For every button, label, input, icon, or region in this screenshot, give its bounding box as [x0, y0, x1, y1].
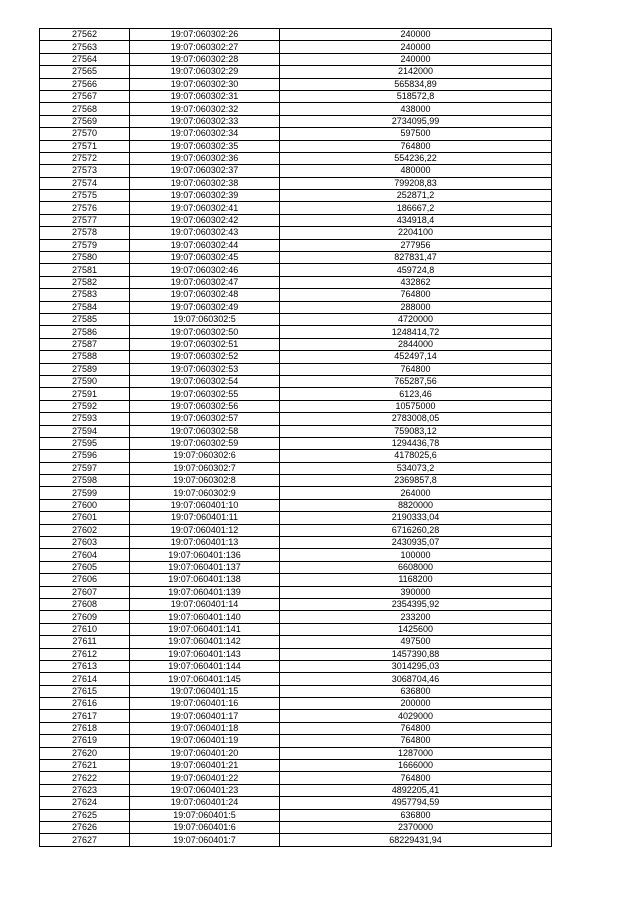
table-row [40, 685, 552, 697]
table-row [40, 41, 552, 53]
value-cell: 554236,22 [280, 152, 552, 164]
value-cell: 1457390,88 [280, 648, 552, 660]
row-number-cell: 27613 [40, 660, 130, 672]
table-row [40, 586, 552, 598]
table-row [40, 747, 552, 759]
cadastral-number-cell: 19:07:060302:43 [130, 227, 280, 239]
cadastral-number-cell: 19:07:060302:31 [130, 90, 280, 102]
row-number-cell: 27627 [40, 834, 130, 846]
table-row [40, 611, 552, 623]
table-row [40, 227, 552, 239]
cadastral-number-cell: 19:07:060302:42 [130, 214, 280, 226]
cadastral-number-cell: 19:07:060401:138 [130, 574, 280, 586]
cadastral-number-cell: 19:07:060401:17 [130, 710, 280, 722]
cadastral-number-cell: 19:07:060302:37 [130, 165, 280, 177]
cadastral-number-cell: 19:07:060401:13 [130, 537, 280, 549]
row-number-cell: 27622 [40, 772, 130, 784]
row-number-cell: 27592 [40, 400, 130, 412]
table-row [40, 140, 552, 152]
table-row [40, 487, 552, 499]
row-number-cell: 27611 [40, 636, 130, 648]
value-cell: 764800 [280, 363, 552, 375]
table-row [40, 90, 552, 102]
table-row [40, 214, 552, 226]
cadastral-number-cell: 19:07:060401:6 [130, 822, 280, 834]
cadastral-number-cell: 19:07:060302:46 [130, 264, 280, 276]
cadastral-number-cell: 19:07:060302:34 [130, 128, 280, 140]
table-row [40, 128, 552, 140]
row-number-cell: 27582 [40, 276, 130, 288]
value-cell: 3068704,46 [280, 673, 552, 685]
row-number-cell: 27605 [40, 561, 130, 573]
table-row [40, 165, 552, 177]
row-number-cell: 27589 [40, 363, 130, 375]
value-cell: 2190333,04 [280, 512, 552, 524]
cadastral-number-cell: 19:07:060401:137 [130, 561, 280, 573]
table-row [40, 772, 552, 784]
value-cell: 438000 [280, 103, 552, 115]
cadastral-number-cell: 19:07:060302:45 [130, 252, 280, 264]
value-cell: 264000 [280, 487, 552, 499]
table-row [40, 574, 552, 586]
cadastral-number-cell: 19:07:060401:21 [130, 760, 280, 772]
cadastral-number-cell: 19:07:060302:50 [130, 326, 280, 338]
table-row [40, 289, 552, 301]
table-row [40, 115, 552, 127]
cadastral-number-cell: 19:07:060401:20 [130, 747, 280, 759]
row-number-cell: 27574 [40, 177, 130, 189]
table-row [40, 190, 552, 202]
value-cell: 759083,12 [280, 425, 552, 437]
value-cell: 497500 [280, 636, 552, 648]
cadastral-number-cell: 19:07:060401:24 [130, 797, 280, 809]
row-number-cell: 27618 [40, 722, 130, 734]
table-row [40, 735, 552, 747]
value-cell: 68229431,94 [280, 834, 552, 846]
table-row [40, 326, 552, 338]
cadastral-number-cell: 19:07:060401:144 [130, 660, 280, 672]
row-number-cell: 27598 [40, 475, 130, 487]
row-number-cell: 27624 [40, 797, 130, 809]
row-number-cell: 27584 [40, 301, 130, 313]
value-cell: 1287000 [280, 747, 552, 759]
cadastral-number-cell: 19:07:060401:19 [130, 735, 280, 747]
value-cell: 2844000 [280, 338, 552, 350]
row-number-cell: 27594 [40, 425, 130, 437]
value-cell: 100000 [280, 549, 552, 561]
cadastral-number-cell: 19:07:060302:53 [130, 363, 280, 375]
cadastral-number-cell: 19:07:060401:145 [130, 673, 280, 685]
cadastral-number-cell: 19:07:060302:36 [130, 152, 280, 164]
cadastral-number-cell: 19:07:060302:54 [130, 375, 280, 387]
value-cell: 764800 [280, 735, 552, 747]
table-row [40, 549, 552, 561]
cadastral-number-cell: 19:07:060401:139 [130, 586, 280, 598]
value-cell: 480000 [280, 165, 552, 177]
table-row [40, 239, 552, 251]
value-cell: 10575000 [280, 400, 552, 412]
row-number-cell: 27588 [40, 351, 130, 363]
row-number-cell: 27585 [40, 313, 130, 325]
table-row [40, 561, 552, 573]
value-cell: 4957794,59 [280, 797, 552, 809]
cadastral-number-cell: 19:07:060302:39 [130, 190, 280, 202]
cadastral-number-cell: 19:07:060302:29 [130, 66, 280, 78]
row-number-cell: 27623 [40, 784, 130, 796]
cadastral-number-cell: 19:07:060401:7 [130, 834, 280, 846]
table-row [40, 276, 552, 288]
table-row [40, 710, 552, 722]
row-number-cell: 27600 [40, 499, 130, 511]
cadastral-number-cell: 19:07:060302:30 [130, 78, 280, 90]
table-row [40, 648, 552, 660]
row-number-cell: 27562 [40, 29, 130, 41]
table-row [40, 822, 552, 834]
table-row [40, 425, 552, 437]
row-number-cell: 27564 [40, 53, 130, 65]
row-number-cell: 27612 [40, 648, 130, 660]
cadastral-number-cell: 19:07:060401:23 [130, 784, 280, 796]
row-number-cell: 27587 [40, 338, 130, 350]
table-row [40, 660, 552, 672]
table-row [40, 722, 552, 734]
value-cell: 459724,8 [280, 264, 552, 276]
value-cell: 764800 [280, 289, 552, 301]
row-number-cell: 27563 [40, 41, 130, 53]
row-number-cell: 27568 [40, 103, 130, 115]
cadastral-number-cell: 19:07:060401:18 [130, 722, 280, 734]
table-row [40, 760, 552, 772]
value-cell: 288000 [280, 301, 552, 313]
value-cell: 240000 [280, 41, 552, 53]
row-number-cell: 27625 [40, 809, 130, 821]
row-number-cell: 27614 [40, 673, 130, 685]
row-number-cell: 27575 [40, 190, 130, 202]
value-cell: 765287,56 [280, 375, 552, 387]
cadastral-number-cell: 19:07:060302:35 [130, 140, 280, 152]
value-cell: 636800 [280, 809, 552, 821]
value-cell: 240000 [280, 53, 552, 65]
value-cell: 1294436,78 [280, 437, 552, 449]
value-cell: 2783008,05 [280, 413, 552, 425]
table-row [40, 313, 552, 325]
row-number-cell: 27621 [40, 760, 130, 772]
row-number-cell: 27603 [40, 537, 130, 549]
row-number-cell: 27566 [40, 78, 130, 90]
table-row [40, 698, 552, 710]
value-cell: 6608000 [280, 561, 552, 573]
cadastral-number-cell: 19:07:060302:5 [130, 313, 280, 325]
value-cell: 636800 [280, 685, 552, 697]
cadastral-number-cell: 19:07:060302:56 [130, 400, 280, 412]
cadastral-number-cell: 19:07:060401:142 [130, 636, 280, 648]
value-cell: 434918,4 [280, 214, 552, 226]
value-cell: 390000 [280, 586, 552, 598]
value-cell: 432862 [280, 276, 552, 288]
cadastral-number-cell: 19:07:060401:10 [130, 499, 280, 511]
value-cell: 6716260,28 [280, 524, 552, 536]
row-number-cell: 27593 [40, 413, 130, 425]
row-number-cell: 27576 [40, 202, 130, 214]
value-cell: 1248414,72 [280, 326, 552, 338]
cadastral-number-cell: 19:07:060302:57 [130, 413, 280, 425]
row-number-cell: 27609 [40, 611, 130, 623]
row-number-cell: 27606 [40, 574, 130, 586]
cadastral-number-cell: 19:07:060302:59 [130, 437, 280, 449]
row-number-cell: 27586 [40, 326, 130, 338]
table-row [40, 351, 552, 363]
value-cell: 8820000 [280, 499, 552, 511]
row-number-cell: 27617 [40, 710, 130, 722]
value-cell: 518572,8 [280, 90, 552, 102]
table-row [40, 537, 552, 549]
row-number-cell: 27597 [40, 462, 130, 474]
value-cell: 277956 [280, 239, 552, 251]
row-number-cell: 27620 [40, 747, 130, 759]
table-row [40, 252, 552, 264]
table-row [40, 462, 552, 474]
cadastral-number-cell: 19:07:060401:14 [130, 598, 280, 610]
table-row [40, 797, 552, 809]
table-row [40, 673, 552, 685]
table-row [40, 264, 552, 276]
cadastral-number-cell: 19:07:060401:141 [130, 623, 280, 635]
table-row [40, 53, 552, 65]
value-cell: 4892205,41 [280, 784, 552, 796]
table-row [40, 475, 552, 487]
cadastral-number-cell: 19:07:060302:44 [130, 239, 280, 251]
value-cell: 764800 [280, 140, 552, 152]
table-row [40, 437, 552, 449]
table-row [40, 375, 552, 387]
value-cell: 1168200 [280, 574, 552, 586]
value-cell: 2370000 [280, 822, 552, 834]
row-number-cell: 27567 [40, 90, 130, 102]
value-cell: 799208,83 [280, 177, 552, 189]
value-cell: 233200 [280, 611, 552, 623]
cadastral-number-cell: 19:07:060401:11 [130, 512, 280, 524]
cadastral-number-cell: 19:07:060401:22 [130, 772, 280, 784]
cadastral-number-cell: 19:07:060401:16 [130, 698, 280, 710]
row-number-cell: 27608 [40, 598, 130, 610]
value-cell: 252871,2 [280, 190, 552, 202]
cadastral-number-cell: 19:07:060401:5 [130, 809, 280, 821]
table-row [40, 636, 552, 648]
cadastral-number-cell: 19:07:060302:55 [130, 388, 280, 400]
cadastral-number-cell: 19:07:060302:6 [130, 450, 280, 462]
row-number-cell: 27596 [40, 450, 130, 462]
row-number-cell: 27570 [40, 128, 130, 140]
row-number-cell: 27615 [40, 685, 130, 697]
row-number-cell: 27583 [40, 289, 130, 301]
value-cell: 597500 [280, 128, 552, 140]
row-number-cell: 27590 [40, 375, 130, 387]
row-number-cell: 27591 [40, 388, 130, 400]
value-cell: 3014295,03 [280, 660, 552, 672]
table-row [40, 202, 552, 214]
table-row [40, 363, 552, 375]
table-row [40, 834, 552, 846]
table-row [40, 301, 552, 313]
value-cell: 565834,89 [280, 78, 552, 90]
cadastral-number-cell: 19:07:060302:7 [130, 462, 280, 474]
cadastral-number-cell: 19:07:060302:48 [130, 289, 280, 301]
cadastral-number-cell: 19:07:060302:58 [130, 425, 280, 437]
value-cell: 1666000 [280, 760, 552, 772]
value-cell: 534073,2 [280, 462, 552, 474]
table-row [40, 499, 552, 511]
table-row [40, 450, 552, 462]
table-row [40, 66, 552, 78]
value-cell: 6123,46 [280, 388, 552, 400]
row-number-cell: 27569 [40, 115, 130, 127]
table-row [40, 512, 552, 524]
cadastral-number-cell: 19:07:060302:38 [130, 177, 280, 189]
table-row [40, 29, 552, 41]
value-cell: 2430935,07 [280, 537, 552, 549]
cadastral-number-cell: 19:07:060302:41 [130, 202, 280, 214]
row-number-cell: 27573 [40, 165, 130, 177]
cadastral-number-cell: 19:07:060401:136 [130, 549, 280, 561]
cadastral-number-cell: 19:07:060302:52 [130, 351, 280, 363]
value-cell: 2142000 [280, 66, 552, 78]
cadastral-number-cell: 19:07:060302:28 [130, 53, 280, 65]
table-row [40, 524, 552, 536]
cadastral-number-cell: 19:07:060401:140 [130, 611, 280, 623]
cadastral-number-cell: 19:07:060302:27 [130, 41, 280, 53]
row-number-cell: 27619 [40, 735, 130, 747]
value-cell: 764800 [280, 772, 552, 784]
row-number-cell: 27626 [40, 822, 130, 834]
table-row [40, 103, 552, 115]
cadastral-number-cell: 19:07:060302:47 [130, 276, 280, 288]
value-cell: 240000 [280, 29, 552, 41]
row-number-cell: 27577 [40, 214, 130, 226]
table-row [40, 388, 552, 400]
cadastral-number-cell: 19:07:060302:33 [130, 115, 280, 127]
cadastral-number-cell: 19:07:060302:32 [130, 103, 280, 115]
row-number-cell: 27571 [40, 140, 130, 152]
table-row [40, 78, 552, 90]
row-number-cell: 27565 [40, 66, 130, 78]
value-cell: 2354395,92 [280, 598, 552, 610]
value-cell: 4029000 [280, 710, 552, 722]
row-number-cell: 27599 [40, 487, 130, 499]
value-cell: 827831,47 [280, 252, 552, 264]
row-number-cell: 27578 [40, 227, 130, 239]
cadastral-number-cell: 19:07:060302:49 [130, 301, 280, 313]
table-row [40, 598, 552, 610]
value-cell: 1425600 [280, 623, 552, 635]
value-cell: 2369857,8 [280, 475, 552, 487]
cadastral-number-cell: 19:07:060401:12 [130, 524, 280, 536]
table-body [40, 29, 552, 847]
row-number-cell: 27572 [40, 152, 130, 164]
value-cell: 764800 [280, 722, 552, 734]
value-cell: 4178025,6 [280, 450, 552, 462]
row-number-cell: 27602 [40, 524, 130, 536]
row-number-cell: 27616 [40, 698, 130, 710]
value-cell: 2734095,99 [280, 115, 552, 127]
table-row [40, 784, 552, 796]
value-cell: 186667,2 [280, 202, 552, 214]
cadastral-number-cell: 19:07:060302:51 [130, 338, 280, 350]
table-row [40, 400, 552, 412]
data-table [39, 28, 552, 847]
cadastral-number-cell: 19:07:060401:15 [130, 685, 280, 697]
table-row [40, 338, 552, 350]
row-number-cell: 27595 [40, 437, 130, 449]
row-number-cell: 27580 [40, 252, 130, 264]
table-row [40, 413, 552, 425]
value-cell: 452497,14 [280, 351, 552, 363]
row-number-cell: 27601 [40, 512, 130, 524]
cadastral-number-cell: 19:07:060302:9 [130, 487, 280, 499]
table-row [40, 623, 552, 635]
table-row [40, 809, 552, 821]
cadastral-number-cell: 19:07:060302:26 [130, 29, 280, 41]
row-number-cell: 27581 [40, 264, 130, 276]
cadastral-number-cell: 19:07:060401:143 [130, 648, 280, 660]
table-row [40, 152, 552, 164]
row-number-cell: 27607 [40, 586, 130, 598]
value-cell: 200000 [280, 698, 552, 710]
cadastral-number-cell: 19:07:060302:8 [130, 475, 280, 487]
row-number-cell: 27610 [40, 623, 130, 635]
row-number-cell: 27604 [40, 549, 130, 561]
row-number-cell: 27579 [40, 239, 130, 251]
value-cell: 2204100 [280, 227, 552, 239]
value-cell: 4720000 [280, 313, 552, 325]
table-row [40, 177, 552, 189]
